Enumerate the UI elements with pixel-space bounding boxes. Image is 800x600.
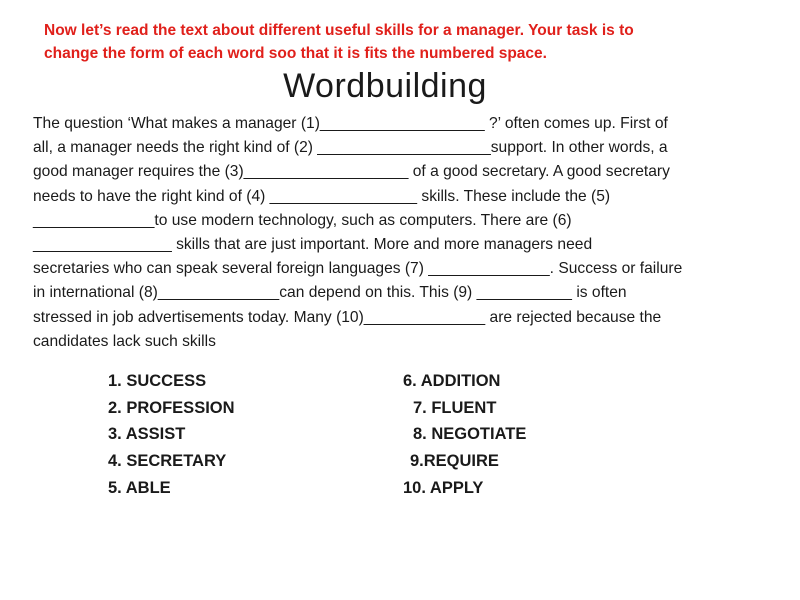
word-item: 2. PROFESSION (108, 398, 235, 417)
instruction-line: change the form of each word soo that it is fits the numbered space. (44, 45, 547, 62)
word-item: 1. SUCCESS (108, 372, 207, 390)
passage-line: needs to have the right kind of (4) _________________ skills. These include the (5) (33, 187, 611, 205)
word-item: 10. APPLY (403, 478, 484, 497)
passage-line: secretaries who can speak several foreign languages (7) ______________. Success or failure (33, 260, 683, 278)
word-item: 4. SECRETARY (108, 452, 227, 471)
passage-line: in international (8)______________can depend on this. This (9) ___________ is often (33, 284, 627, 302)
word-item: 7. FLUENT (413, 398, 497, 417)
passage-line: The question ‘What makes a manager (1)___________________ ?’ often comes up. First of (33, 115, 668, 132)
passage-line: good manager requires the (3)___________________ of a good secretary. A good secretary (33, 163, 670, 181)
instruction-line: Now let’s read the text about different useful skills for a manager. Your task is to (44, 22, 634, 39)
passage-line: all, a manager needs the right kind of (2) ____________________support. In other words, a (33, 139, 668, 157)
passage-line: ______________to use modern technology, such as computers. There are (6) (33, 211, 572, 229)
page-title: Wordbuilding (283, 67, 487, 105)
word-item: 8. NEGOTIATE (413, 425, 527, 444)
task-instruction (44, 19, 764, 65)
word-item: 9.REQUIRE (410, 452, 499, 471)
word-item: 3. ASSIST (108, 425, 186, 444)
passage-text (33, 112, 783, 354)
word-item: 5. ABLE (108, 478, 171, 497)
word-item: 6. ADDITION (403, 372, 501, 390)
passage-line: stressed in job advertisements today. Many (10)______________ are rejected because the (33, 308, 662, 326)
passage-line: candidates lack such skills (33, 332, 216, 350)
word-list-right (0, 368, 527, 502)
passage-line: ________________ skills that are just important. More and more managers need (33, 236, 593, 254)
